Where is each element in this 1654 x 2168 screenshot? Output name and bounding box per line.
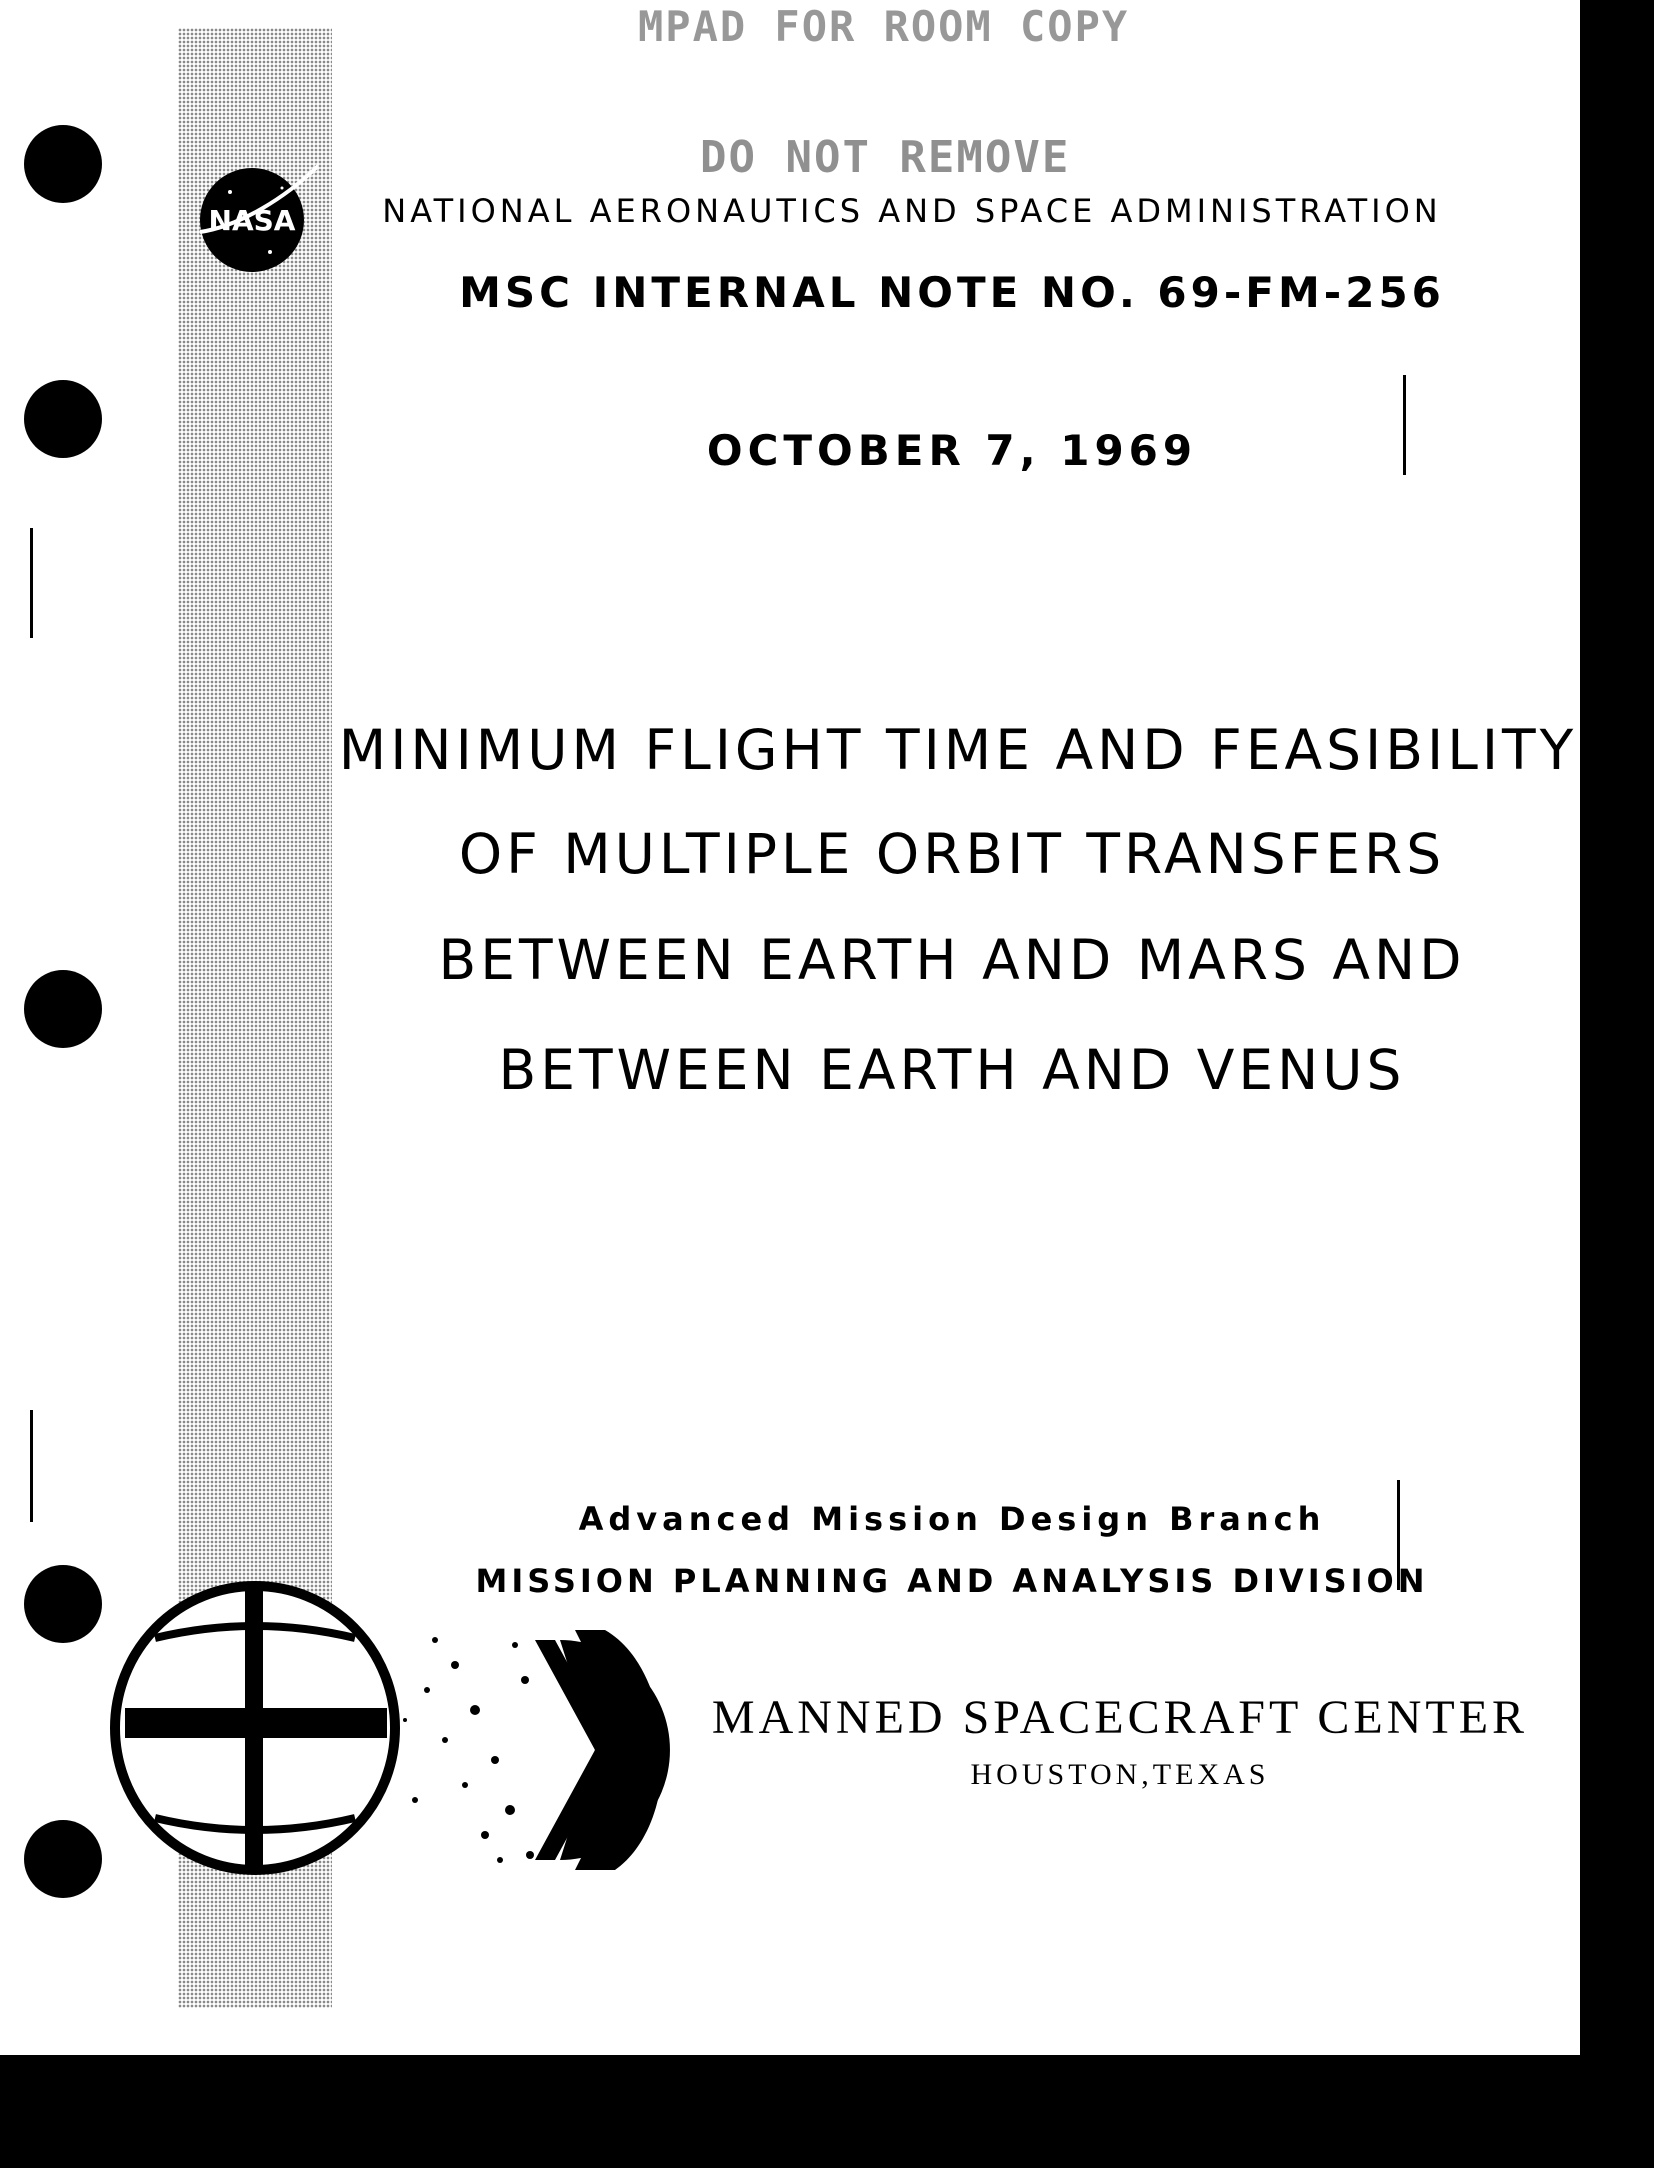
document-date: OCTOBER 7, 1969 — [706, 426, 1198, 475]
title-line-4: BETWEEN EARTH AND VENUS — [498, 1038, 1406, 1102]
punch-hole — [24, 125, 102, 203]
title-line-2: OF MULTIPLE ORBIT TRANSFERS — [458, 822, 1446, 886]
stamp-room-copy: MPAD FOR ROOM COPY — [638, 2, 1130, 51]
stamp-do-not-remove: DO NOT REMOVE — [700, 132, 1071, 183]
branch-name: Advanced Mission Design Branch — [578, 1500, 1326, 1538]
scan-mark — [30, 1410, 33, 1522]
division-name: MISSION PLANNING AND ANALYSIS DIVISION — [475, 1562, 1429, 1600]
center-name: MANNED SPACECRAFT CENTER — [711, 1691, 1529, 1744]
agency-name: NATIONAL AERONAUTICS AND SPACE ADMINISTRATION — [382, 192, 1442, 230]
punch-hole — [24, 970, 102, 1048]
scan-border-right — [1580, 0, 1654, 2055]
scan-mark — [30, 528, 33, 638]
title-line-3: BETWEEN EARTH AND MARS AND — [438, 928, 1466, 992]
scan-border-bottom — [0, 2055, 1654, 2168]
nasa-logo — [190, 162, 320, 274]
internal-note-number: MSC INTERNAL NOTE NO. 69-FM-256 — [459, 268, 1445, 317]
title-line-1: MINIMUM FLIGHT TIME AND FEASIBILITY — [338, 718, 1578, 782]
punch-hole — [24, 380, 102, 458]
nasa-logo-text: NASA — [208, 204, 296, 237]
msc-globe-logo — [55, 1570, 675, 1890]
center-location: HOUSTON,TEXAS — [970, 1758, 1270, 1791]
